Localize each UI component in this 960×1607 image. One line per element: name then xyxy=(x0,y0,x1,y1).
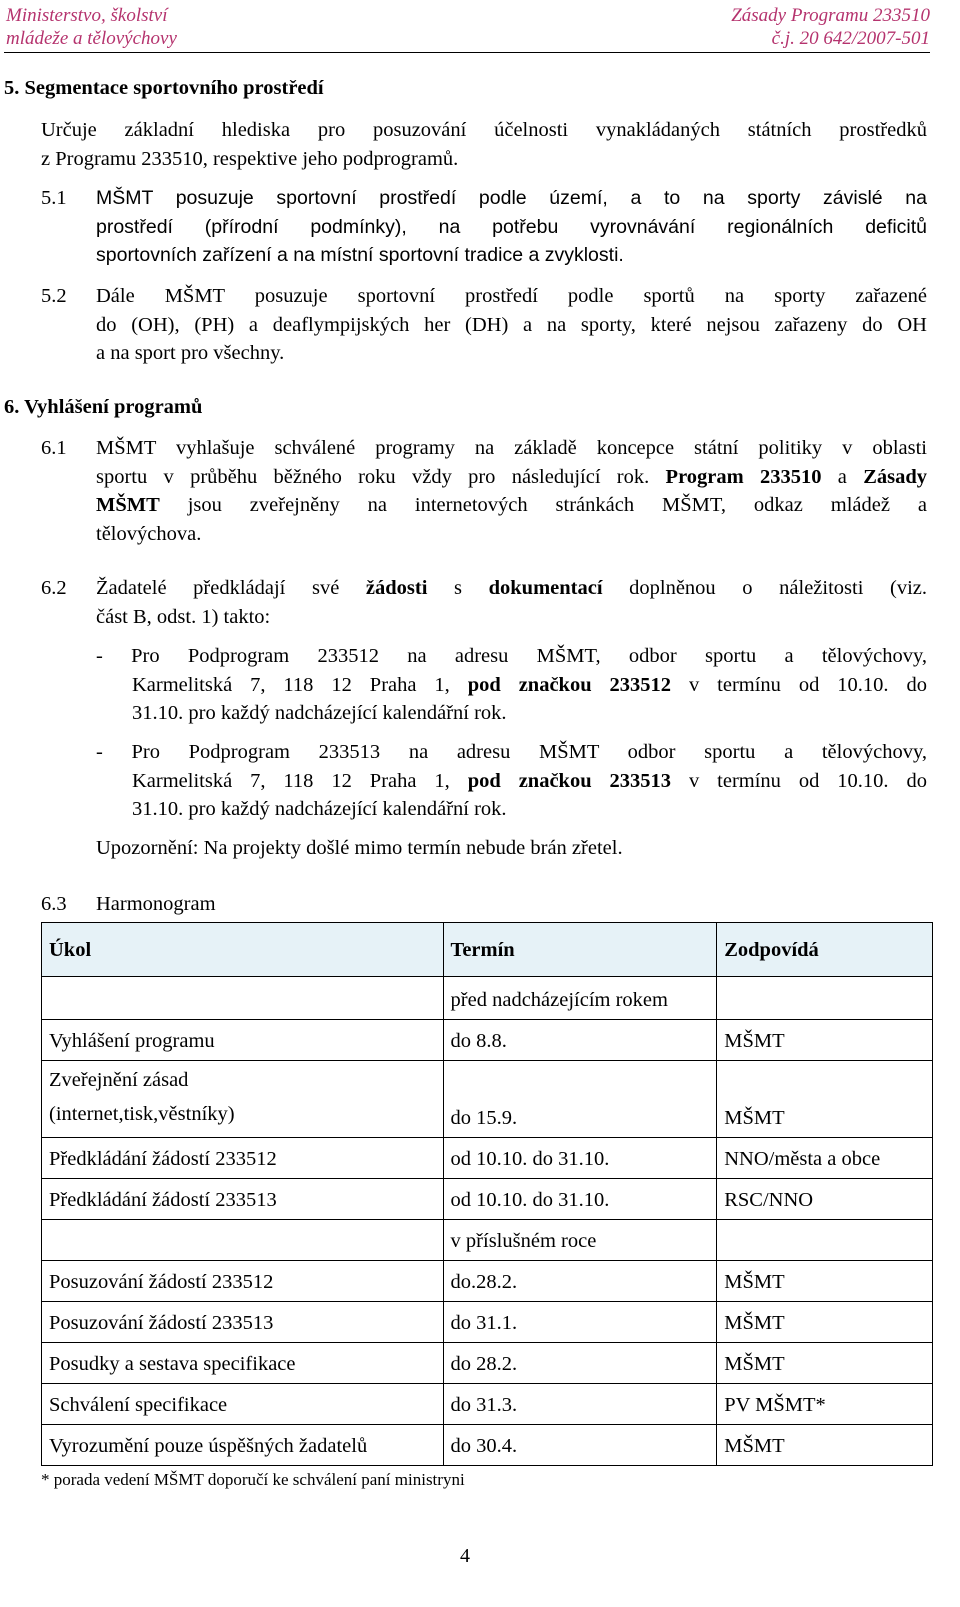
task-cell: Posuzování žádostí 233512 xyxy=(42,1261,444,1302)
responsible-cell: MŠMT xyxy=(717,1343,933,1384)
p61-text-span: a xyxy=(821,465,864,488)
zadosti-bold: žádosti xyxy=(365,577,428,599)
task-cell: Předkládání žádostí 233512 xyxy=(42,1138,444,1179)
p51-line: prostředí (přírodní podmínky), na potřebu vyrovnávání regionálních deficitů xyxy=(96,215,927,238)
harmonogram-table xyxy=(41,922,933,1466)
p61-number: 6.1 xyxy=(41,437,67,459)
harmonogram-title: Harmonogram xyxy=(96,893,216,915)
bullet-line: 31.10. pro každý nadcházející kalendářní rok. xyxy=(132,702,507,724)
responsible-cell: MŠMT xyxy=(717,1261,933,1302)
znacka-bold: pod značkou 233512 xyxy=(467,673,672,696)
bullet-text: v termínu od 10.10. do xyxy=(671,769,927,792)
p61-line: MŠMT vyhlašuje schválené programy na základě koncepce státní politiky v oblasti xyxy=(96,437,927,459)
responsible-cell: MŠMT xyxy=(717,1302,933,1343)
table-row xyxy=(42,1061,933,1138)
msmt-bold-text: MŠMT xyxy=(96,494,160,516)
table-row xyxy=(42,1384,933,1425)
term-cell: do 30.4. xyxy=(443,1425,717,1466)
bullet-item-233512 xyxy=(96,642,927,728)
table-row xyxy=(42,1220,933,1261)
section5-heading-text: 5. Segmentace sportovního prostředí xyxy=(4,77,324,99)
table-row xyxy=(42,1261,933,1302)
term-cell: do 28.2. xyxy=(443,1343,717,1384)
bullet-text: Karmelitská 7, 118 12 Praha 1, xyxy=(132,673,468,696)
p52-line: do (OH), (PH) a deaflympijských her (DH) a na sporty, které nejsou zařazeny do OH xyxy=(96,313,927,336)
page-number: 4 xyxy=(460,1545,470,1567)
zasady-text: Zásady xyxy=(863,465,927,488)
section5-heading xyxy=(4,74,324,103)
header-ref-number: č.j. 20 642/2007-501 xyxy=(771,28,930,49)
p61-line xyxy=(96,491,927,520)
header-cell-term: Termín xyxy=(443,923,717,977)
program-link-text: Program 233510 xyxy=(665,465,822,488)
p51-line: MŠMT posuzuje sportovní prostředí podle území, a to na sporty závislé na xyxy=(96,187,927,209)
dokumentaci-bold: dokumentací xyxy=(488,577,603,599)
p51-number: 5.1 xyxy=(41,187,67,209)
term-cell: do 31.1. xyxy=(443,1302,717,1343)
bullet-text: v termínu od 10.10. do xyxy=(671,673,927,696)
task-cell: Posuzování žádostí 233513 xyxy=(42,1302,444,1343)
p62-text-span: doplněnou o náležitosti (viz. xyxy=(602,577,927,599)
responsible-cell: MŠMT xyxy=(717,1020,933,1061)
term-cell: do 31.3. xyxy=(443,1384,717,1425)
responsible-cell xyxy=(717,977,933,1020)
responsible-cell xyxy=(717,1220,933,1261)
p61-line xyxy=(96,463,927,492)
table-row xyxy=(42,1343,933,1384)
term-cell: do 15.9. xyxy=(443,1061,717,1138)
p62-number: 6.2 xyxy=(41,577,67,599)
bullet-line xyxy=(96,671,927,700)
p61-line: tělovýchova. xyxy=(96,522,202,545)
section6-heading-text: 6. Vyhlášení programů xyxy=(4,396,203,418)
task-cell: Vyrozumění pouze úspěšných žadatelů xyxy=(42,1425,444,1466)
task-cell xyxy=(42,1220,444,1261)
header-divider xyxy=(4,52,930,53)
p63-number: 6.3 xyxy=(41,893,67,915)
term-cell: v příslušném roce xyxy=(443,1220,717,1261)
intro-line: z Programu 233510, respektive jeho podprogramů. xyxy=(41,147,459,170)
p61-text-span: sportu v průběhu běžného roku vždy pro následující rok. xyxy=(96,465,666,488)
p61-text xyxy=(96,434,927,548)
p62-text-span: Žadatelé předkládají své xyxy=(96,577,366,599)
notice-text: Upozornění: Na projekty došlé mimo termín nebude brán zřetel. xyxy=(96,837,623,859)
bullet-line xyxy=(96,767,927,796)
header-ministry-line2: mládeže a tělovýchovy xyxy=(6,28,177,49)
p52-text xyxy=(96,282,927,368)
bullet-line: - Pro Podprogram 233512 na adresu MŠMT, odbor sportu a tělovýchovy, xyxy=(96,645,927,667)
table-row xyxy=(42,1138,933,1179)
bullet-text: Karmelitská 7, 118 12 Praha 1, xyxy=(132,769,468,792)
p52-line: a na sport pro všechny. xyxy=(96,342,285,364)
responsible-cell: RSC/NNO xyxy=(717,1179,933,1220)
p62-text xyxy=(96,574,927,631)
p51-line: sportovních zařízení a na místní sportovní tradice a zvyklosti. xyxy=(96,244,624,266)
task-cell: Schválení specifikace xyxy=(42,1384,444,1425)
table-row xyxy=(42,977,933,1020)
p62-text-span: s xyxy=(427,577,489,599)
task-cell: Zveřejnění zásad (internet,tisk,věstníky) xyxy=(42,1061,444,1138)
term-cell: do.28.2. xyxy=(443,1261,717,1302)
term-cell: před nadcházejícím rokem xyxy=(443,977,717,1020)
table-row xyxy=(42,1425,933,1466)
section6-heading xyxy=(4,393,202,422)
responsible-cell: MŠMT xyxy=(717,1425,933,1466)
header-ministry-line1: Ministerstvo, školství xyxy=(6,5,168,26)
term-cell: od 10.10. do 31.10. xyxy=(443,1179,717,1220)
responsible-cell: PV MŠMT* xyxy=(717,1384,933,1425)
bullet-line: - Pro Podprogram 233513 na adresu MŠMT odbor sportu a tělovýchovy, xyxy=(96,741,927,763)
p51-text xyxy=(96,184,927,270)
p62-line: část B, odst. 1) takto: xyxy=(96,605,271,628)
table-row xyxy=(42,1179,933,1220)
table-row xyxy=(42,1302,933,1343)
bullet-line: 31.10. pro každý nadcházející kalendářní rok. xyxy=(132,798,507,820)
responsible-cell: NNO/města a obce xyxy=(717,1138,933,1179)
header-left xyxy=(6,4,177,50)
intro-line: Určuje základní hlediska pro posuzování účelnosti vynakládaných státních prostředků xyxy=(41,119,927,141)
task-cell: Předkládání žádostí 233513 xyxy=(42,1179,444,1220)
header-right xyxy=(731,4,930,50)
term-cell: do 8.8. xyxy=(443,1020,717,1061)
task-cell: Posudky a sestava specifikace xyxy=(42,1343,444,1384)
header-cell-task: Úkol xyxy=(42,923,444,977)
task-cell: Vyhlášení programu xyxy=(42,1020,444,1061)
header-doc-title: Zásady Programu 233510 xyxy=(731,5,930,26)
footnote: * porada vedení MŠMT doporučí ke schválení paní ministryni xyxy=(41,1470,465,1489)
bullet-item-233513 xyxy=(96,738,927,824)
p61-text-span: jsou zveřejněny na internetových stránkách MŠMT, odkaz mládež a xyxy=(159,494,927,516)
section5-intro xyxy=(41,116,927,173)
table-header-row xyxy=(42,923,933,977)
table-row xyxy=(42,1020,933,1061)
header-cell-responsible: Zodpovídá xyxy=(717,923,933,977)
p52-line: Dále MŠMT posuzuje sportovní prostředí podle sportů na sporty zařazené xyxy=(96,285,927,307)
responsible-cell: MŠMT xyxy=(717,1061,933,1138)
task-cell xyxy=(42,977,444,1020)
znacka-bold: pod značkou 233513 xyxy=(467,769,672,792)
term-cell: od 10.10. do 31.10. xyxy=(443,1138,717,1179)
p62-line xyxy=(96,574,927,603)
p52-number: 5.2 xyxy=(41,285,67,307)
